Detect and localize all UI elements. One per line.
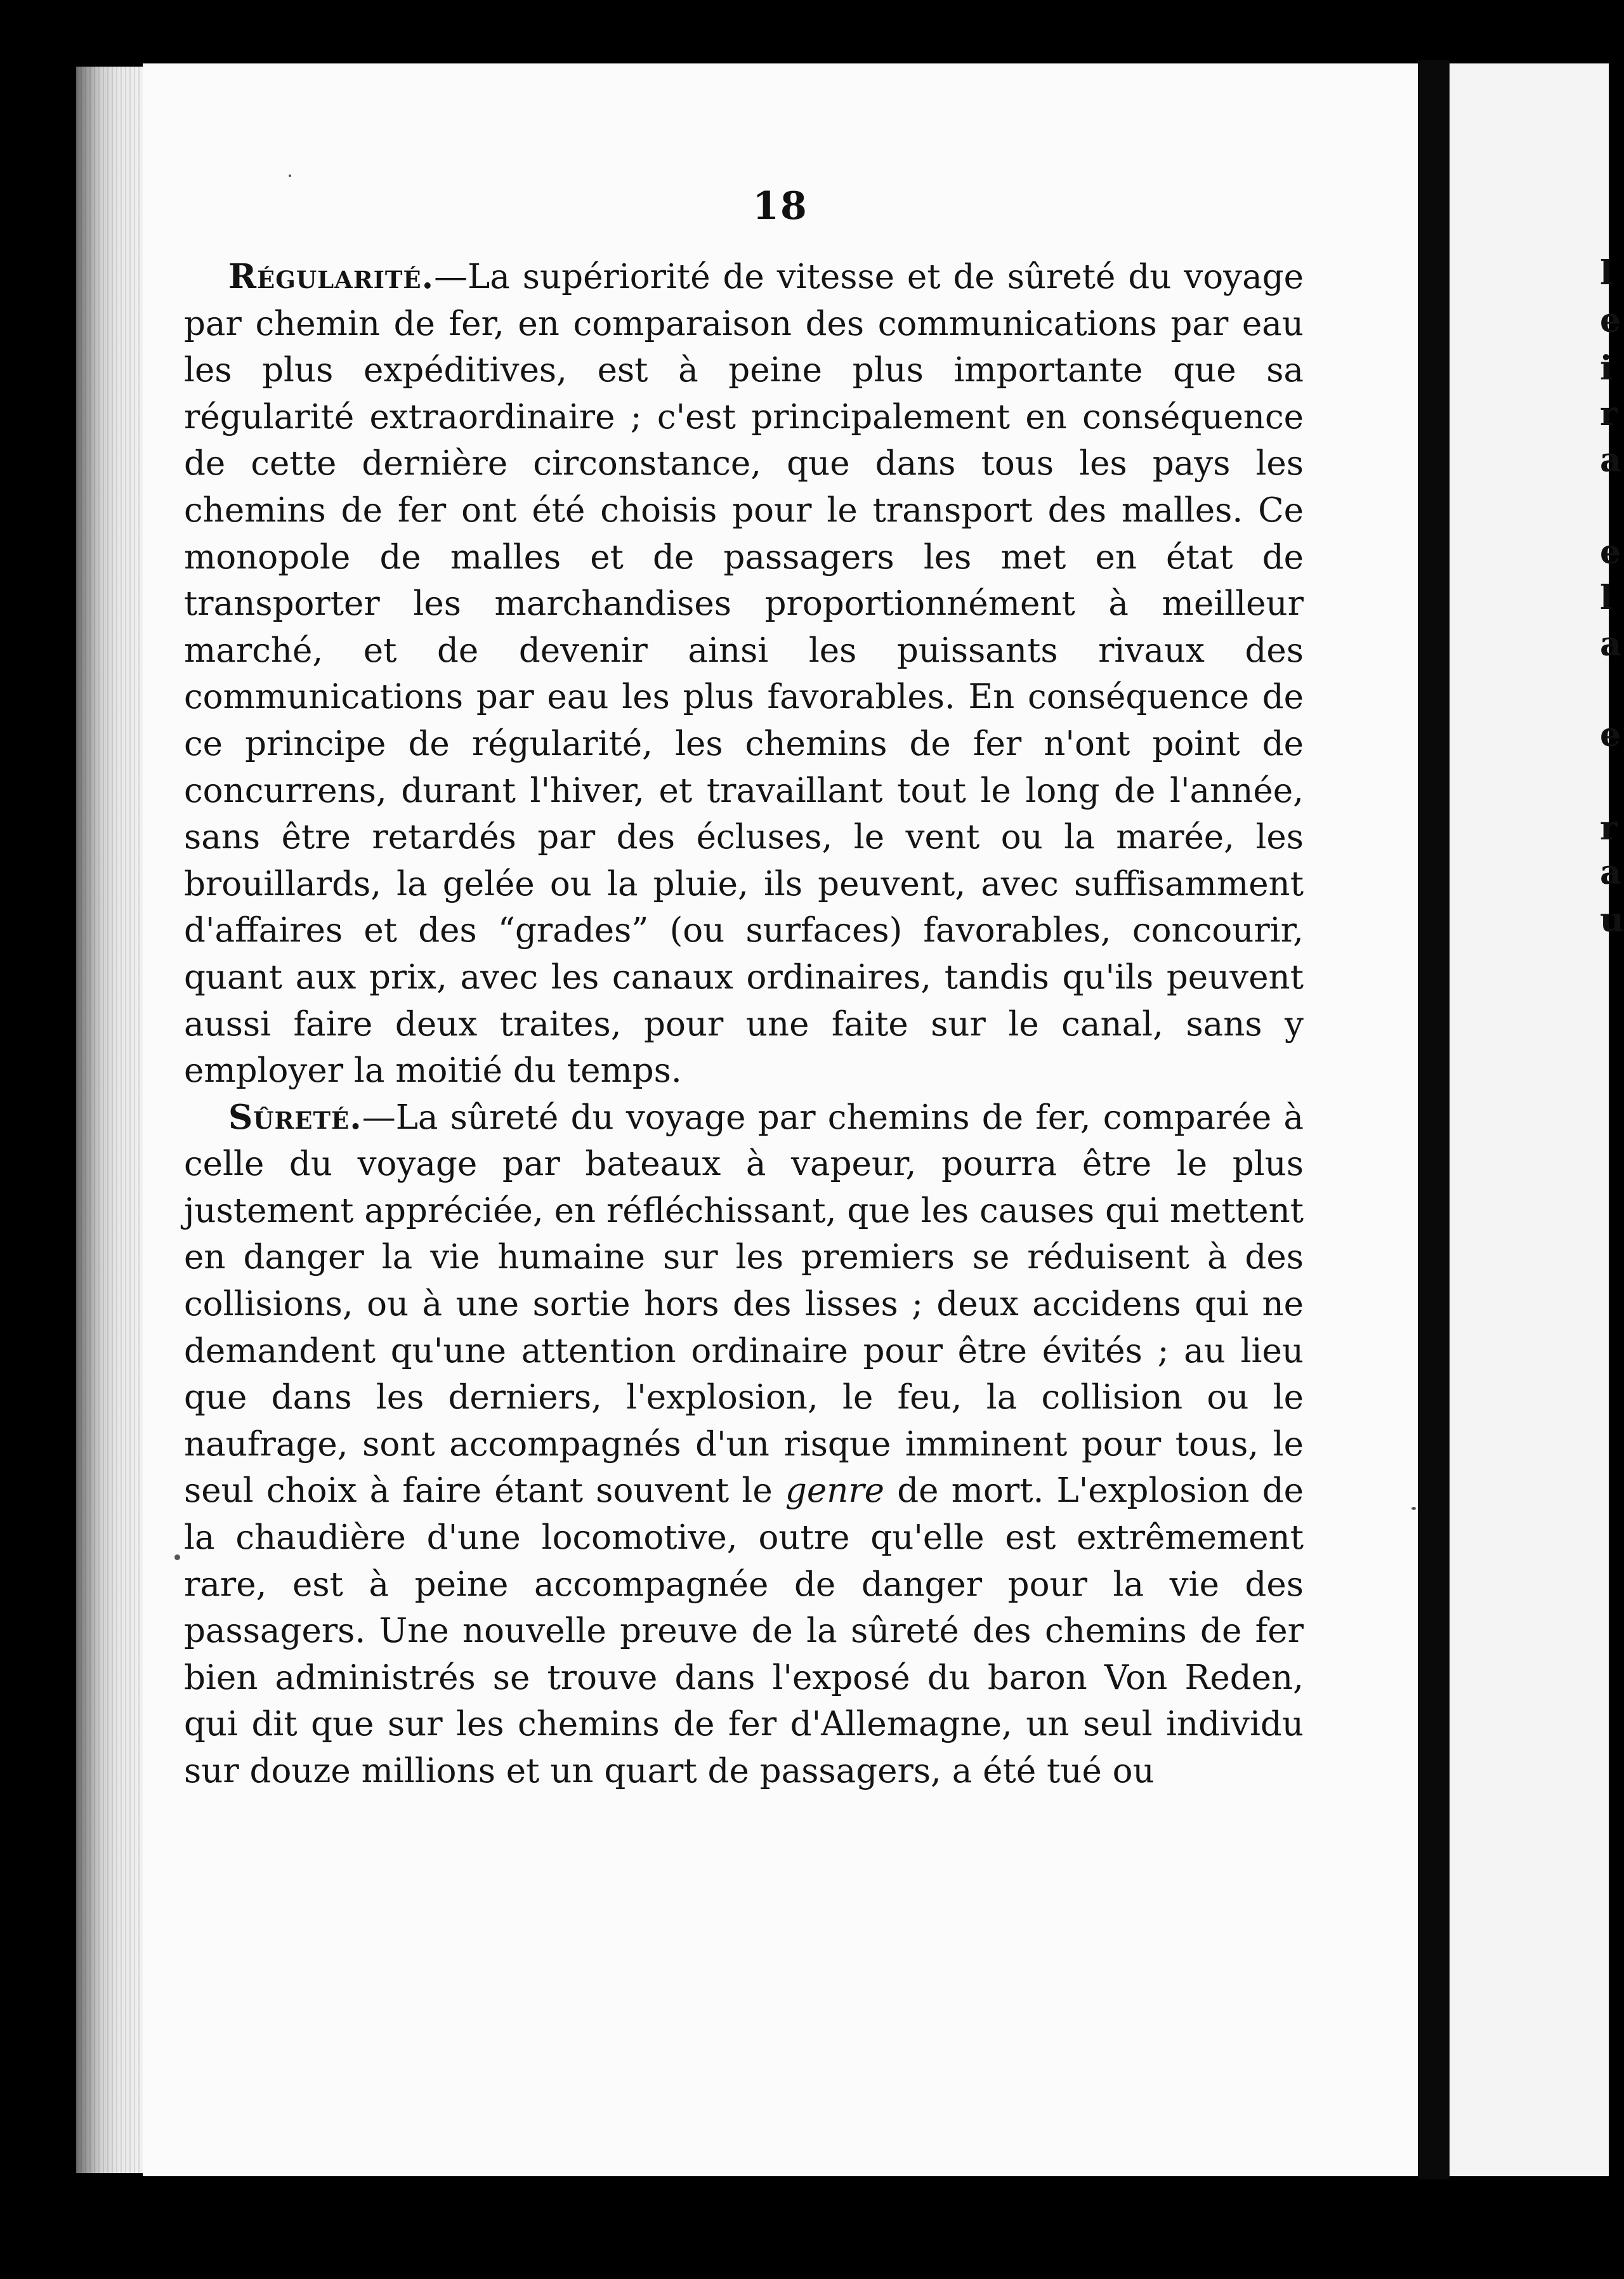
paragraph-regularite: [184, 254, 1304, 1094]
facing-page-glyph: e: [1600, 716, 1621, 754]
facing-page-glyph: r: [1600, 809, 1618, 848]
scan-speck: [289, 174, 291, 177]
section-heading: Sûreté.: [228, 1097, 362, 1137]
facing-page-glyph: e: [1600, 301, 1621, 340]
facing-page-glyph: l: [1600, 579, 1613, 617]
facing-page-glyph: u: [1600, 901, 1624, 940]
scan-speck: [174, 1554, 180, 1560]
section-heading: Régularité.: [228, 257, 435, 296]
page-number: 18: [752, 184, 808, 228]
paragraph-text: —La sûreté du voyage par chemins de fer, comparée à celle du voyage par bateaux à vapeur, pourra être le plus justement appréciée, en réfléchissant, que les causes qui mettent en danger la vie humaine sur les premiers se réduisent à des collisions, ou à une sortie hors des lisses ; deux accidens qui ne demandent qu'une attention ordinaire pour être évités ; au lieu que dans les derniers, l'explosion, le feu, la collision ou le naufrage, sont accompagnés d'un risque imminent pour tous, le seul choix à faire étant souvent le: [184, 1098, 1304, 1511]
facing-page-glyph: a: [1600, 853, 1621, 892]
facing-page-glyph: a: [1600, 625, 1621, 664]
paragraph-text: —La supériorité de vitesse et de sûreté du voyage par chemin de fer, en comparaison des communications par eau les plus expéditives, est à peine plus importante que sa régularité extraordinaire ; c'est principalement en conséquence de cette dernière circonstance, que dans tous les pays les chemins de fer ont été choisis pour le transport des malles. Ce monopole de malles et de passagers les met en état de transporter les marchandises proportionnément à meilleur marché, et de devenir ainsi les puissants rivaux des communications par eau les plus favorables. En conséquence de ce principe de régularité, les chemins de fer n'ont point de concurrens, durant l'hiver, et travaillant tout le long de l'année, sans être retardés par des écluses, le vent ou la marée, les brouillards, la gelée ou la pluie, ils peuvent, avec suffisamment d'affaires et des “grades” (ou surfaces) favorables, concourir, quant aux prix, avec les canaux ordinaires, tandis qu'ils peuvent aussi faire deux traites, pour une faite sur le canal, sans y employer la moitié du temps.: [184, 258, 1304, 1091]
emphasized-word: genre: [785, 1471, 885, 1511]
scan-speck: [1411, 1507, 1416, 1510]
facing-page-glyph: l: [1600, 254, 1613, 292]
book-gutter: [1418, 60, 1450, 2179]
page-body-text: [184, 254, 1304, 1795]
paragraph-surete: [184, 1094, 1304, 1795]
facing-page-glyph: a: [1600, 441, 1621, 480]
facing-page-glyph: r: [1600, 395, 1618, 433]
paragraph-text: de mort. L'explosion de la chaudière d'une locomotive, outre qu'elle est extrêmement rare, est à peine accompagnée de danger pour la vie des passagers. Une nouvelle preuve de la sûreté des chemins de fer bien administrés se trouve dans l'exposé du baron Von Reden, qui dit que sur les chemins de fer d'Allemagne, un seul individu sur douze millions et un quart de passagers, a été tué ou: [184, 1471, 1304, 1790]
facing-page-glyph: i: [1600, 349, 1613, 388]
facing-page-glyph: e: [1600, 533, 1621, 572]
facing-page-edge: [1450, 63, 1609, 2176]
page-stack-edge: [76, 67, 146, 2173]
